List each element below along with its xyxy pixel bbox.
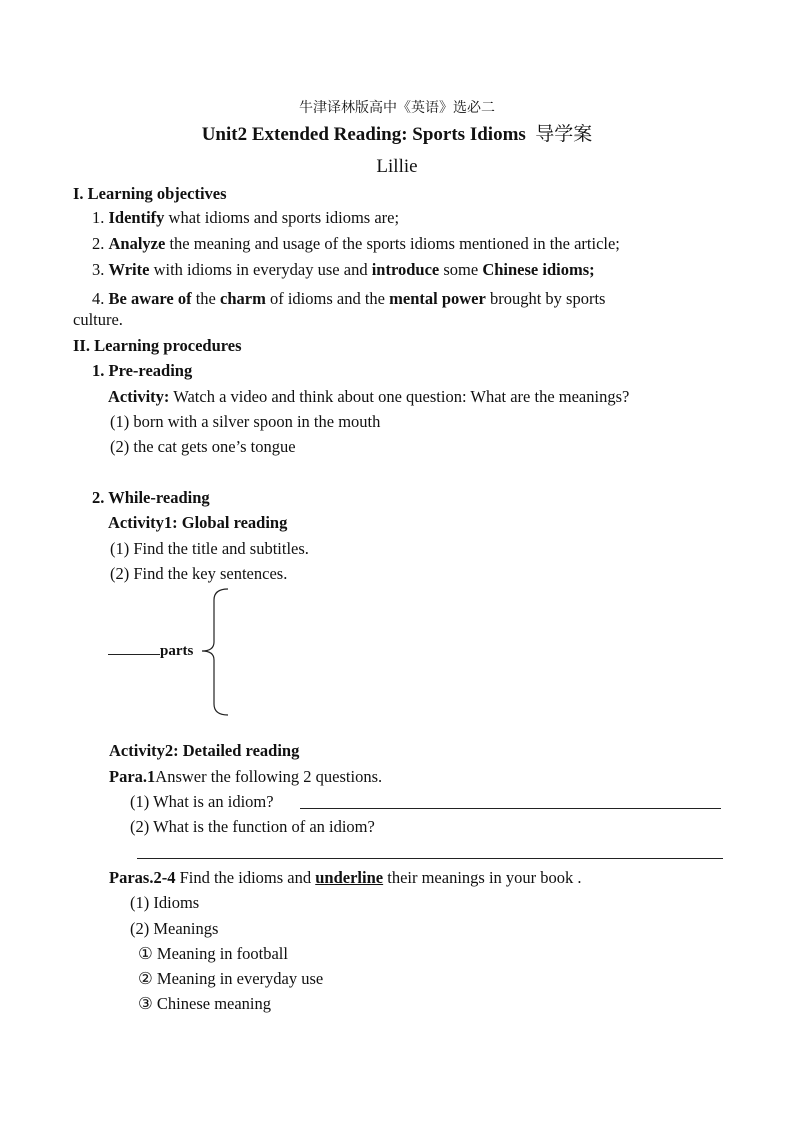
document-title: [0, 124, 794, 147]
objective-item-4: 4. Be aware of the charm of idioms and the mental power brought by sports: [92, 289, 606, 308]
activity1-question-1: (1) Find the title and subtitles.: [110, 539, 309, 558]
para1-instruction: Para.1Answer the following 2 questions.: [109, 767, 383, 786]
answer-line-1[interactable]: [300, 808, 721, 809]
section-learning-procedures-heading: II. Learning procedures: [73, 336, 242, 355]
objective-item-3: 3. Write with idioms in everyday use and introduce some Chinese idioms;: [92, 260, 595, 279]
document-subtitle: 牛津译林版高中《英语》选必二: [299, 101, 495, 116]
curly-brace-icon: [196, 586, 232, 718]
activity1-heading: Activity1: Global reading: [108, 513, 288, 532]
objective-item-2: 2. Analyze the meaning and usage of the sports idioms mentioned in the article;: [92, 234, 620, 253]
title-english: Unit2 Extended Reading: Sports Idioms: [201, 124, 526, 145]
meaning-everyday: ② Meaning in everyday use: [138, 969, 324, 988]
meaning-chinese: ③ Chinese meaning: [138, 994, 272, 1013]
answer-line-2[interactable]: [137, 858, 723, 859]
activity1-question-2: (2) Find the key sentences.: [110, 564, 288, 583]
pre-reading-question-1: (1) born with a silver spoon in the mouth: [110, 412, 381, 431]
author-name: Lillie: [376, 156, 418, 177]
title-chinese: 导学案: [535, 124, 593, 145]
parts-blank[interactable]: [108, 642, 193, 660]
parts-label: parts: [160, 643, 194, 659]
paras2-4-instruction: Paras.2-4 Find the idioms and underline their meanings in your book .: [109, 868, 582, 887]
objective-item-1: 1. Identify what idioms and sports idioms are;: [92, 208, 400, 227]
para1-question-2: (2) What is the function of an idiom?: [130, 817, 375, 836]
while-reading-heading: 2. While-reading: [92, 488, 210, 507]
section-learning-objectives-heading: I. Learning objectives: [73, 184, 227, 203]
pre-reading-question-2: (2) the cat gets one’s tongue: [110, 437, 296, 456]
pre-reading-activity: Activity: Watch a video and think about one question: What are the meanings?: [108, 387, 630, 406]
meanings-item: (2) Meanings: [130, 919, 219, 938]
meaning-football: ① Meaning in football: [138, 944, 288, 963]
parts-blank-line[interactable]: [108, 654, 160, 655]
objective-item-4-continued: culture.: [73, 310, 123, 329]
para1-question-1: (1) What is an idiom?: [130, 792, 274, 811]
idioms-item: (1) Idioms: [130, 893, 200, 912]
underline-word: underline: [315, 868, 384, 887]
activity2-heading: Activity2: Detailed reading: [109, 741, 300, 760]
pre-reading-heading: 1. Pre-reading: [92, 361, 193, 380]
